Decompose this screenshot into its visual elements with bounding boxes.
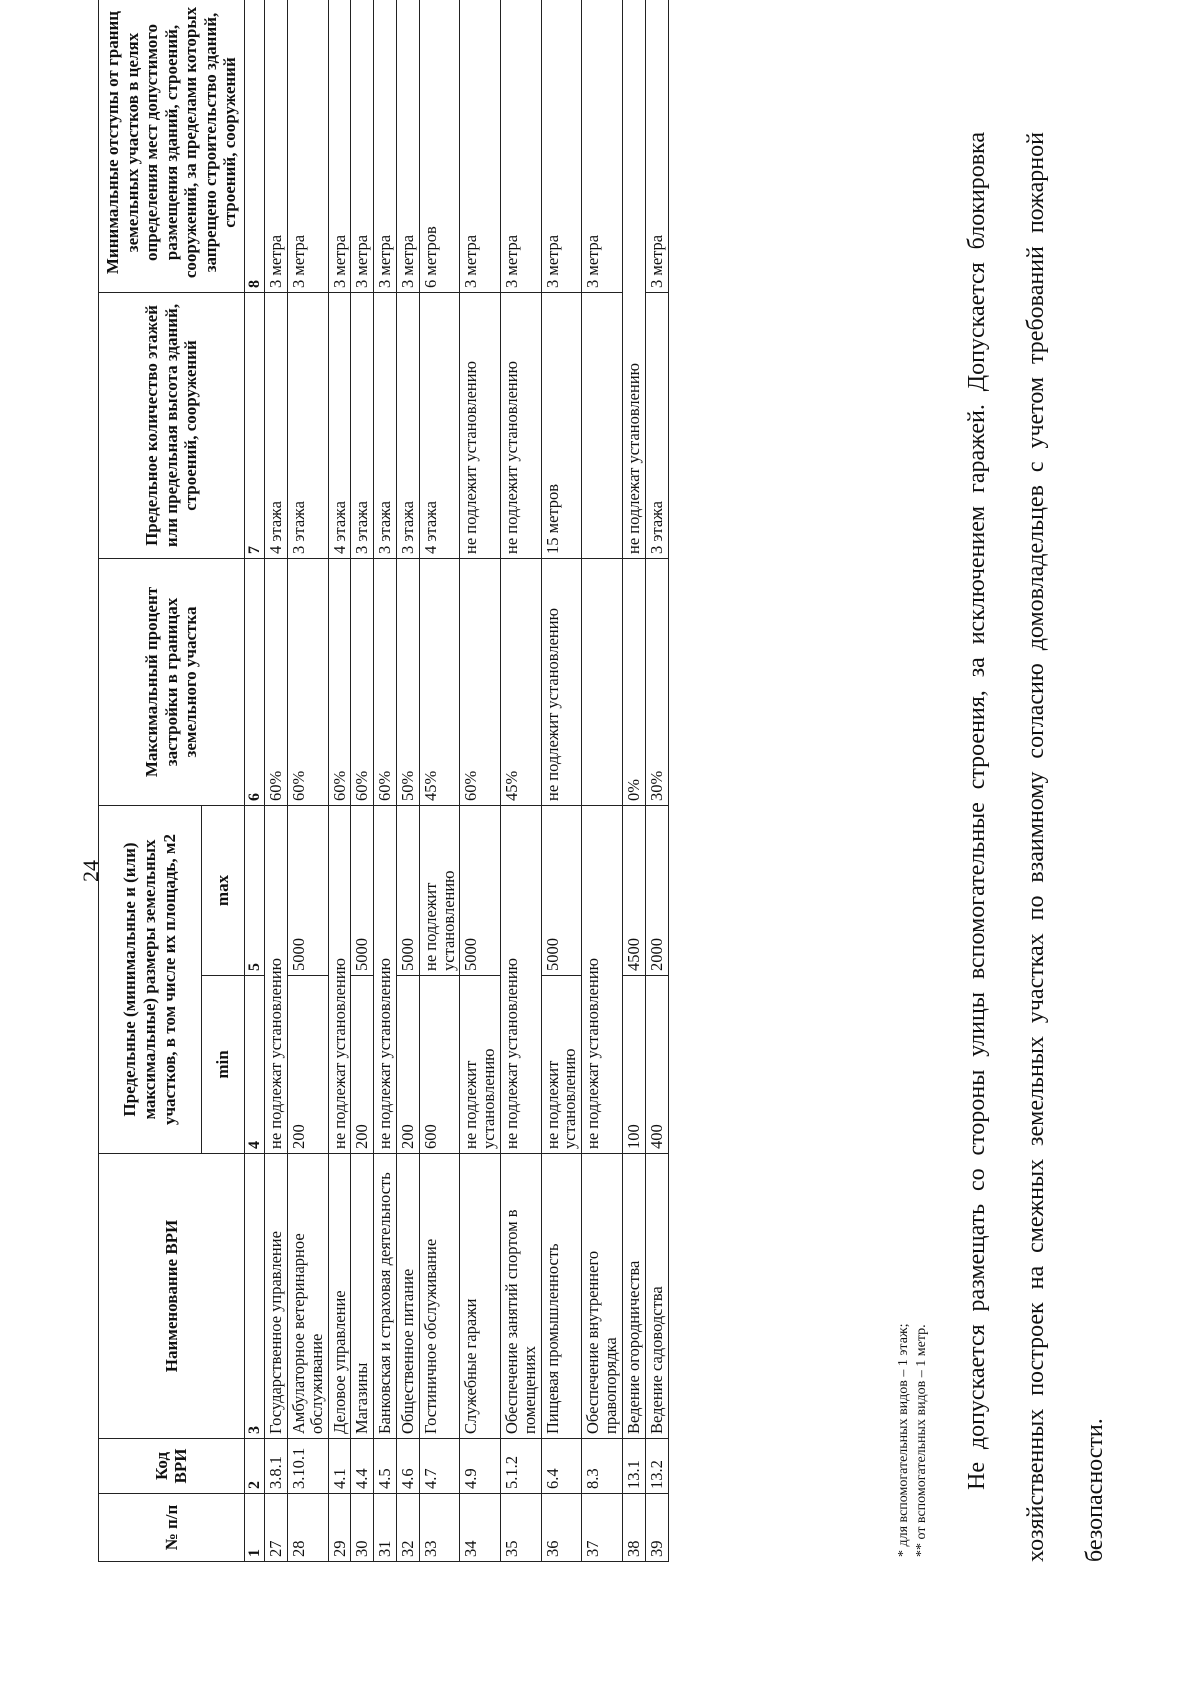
cell-floors: не подлежит установлению — [501, 293, 542, 559]
cell-min: не подлежит установлению — [541, 976, 582, 1154]
header-min: min — [201, 976, 244, 1154]
cell-code: 3.8.1 — [265, 1439, 288, 1494]
cell-num: 30 — [351, 1494, 374, 1562]
cell-floors: 4 этажа — [328, 293, 351, 559]
header-floors: Предельное количество этажей или предельная высота зданий, строений, сооружений — [99, 293, 245, 559]
cell-floors: не подлежит установлению — [460, 293, 501, 559]
cell-code: 4.5 — [374, 1439, 397, 1494]
header-name: Наименование ВРИ — [99, 1154, 245, 1439]
cell-name: Ведение огородничества — [622, 1154, 645, 1439]
cell-name: Ведение садоводства — [645, 1154, 668, 1439]
table-row — [419, 0, 460, 1562]
cell-percent — [582, 559, 623, 806]
cell-code: 13.1 — [622, 1439, 645, 1494]
cell-max: 5000 — [541, 806, 582, 976]
cell-min: 200 — [287, 976, 328, 1154]
cell-max: не подлежит установлению — [419, 806, 460, 976]
cell-floors: 4 этажа — [419, 293, 460, 559]
cell-min: 600 — [419, 976, 460, 1154]
header-size-group: Предельные (минимальные и (или) максимальные) размеры земельных участков, в том числе их площадь, м2 — [99, 806, 202, 1154]
cell-floors — [582, 293, 623, 559]
cell-floors: не подлежат установлению — [622, 0, 645, 559]
cell-code: 4.7 — [419, 1439, 460, 1494]
body-paragraph: Не допускается размещать со стороны улицы вспомогательные строения, за исключением гаражей. Допускается блокировка хозяйственных построек на смежных земельных участках по взаимному согласию домовладельцев с учетом требований пожарной безопасности. — [964, 132, 1108, 1562]
column-number: 6 — [244, 559, 264, 806]
cell-setback: 6 метров — [419, 0, 460, 293]
cell-max: 5000 — [396, 806, 419, 976]
cell-num: 29 — [328, 1494, 351, 1562]
cell-num: 36 — [541, 1494, 582, 1562]
table-row — [541, 0, 582, 1562]
cell-floors: 3 этажа — [351, 293, 374, 559]
cell-num: 37 — [582, 1494, 623, 1562]
cell-min: не подлежат установлению — [582, 806, 623, 1154]
cell-num: 34 — [460, 1494, 501, 1562]
column-numbers-row — [244, 0, 264, 1562]
cell-setback: 3 метра — [351, 0, 374, 293]
footnote: ** от вспомогательных видов – 1 метр. — [913, 1324, 929, 1557]
cell-code: 3.10.1 — [287, 1439, 328, 1494]
cell-percent: 0% — [622, 559, 645, 806]
cell-setback: 3 метра — [374, 0, 397, 293]
cell-setback: 3 метра — [287, 0, 328, 293]
cell-name: Банковская и страховая деятельность — [374, 1154, 397, 1439]
cell-name: Государственное управление — [265, 1154, 288, 1439]
table-row — [328, 0, 351, 1562]
table-row — [622, 0, 645, 1562]
cell-num: 31 — [374, 1494, 397, 1562]
footnotes — [895, 1324, 930, 1557]
cell-name: Обеспечение внутреннего правопорядка — [582, 1154, 623, 1439]
cell-num: 28 — [287, 1494, 328, 1562]
cell-name: Магазины — [351, 1154, 374, 1439]
cell-num: 32 — [396, 1494, 419, 1562]
cell-percent: 45% — [419, 559, 460, 806]
cell-min: не подлежат установлению — [374, 806, 397, 1154]
cell-setback: 3 метра — [645, 0, 668, 293]
cell-floors: 3 этажа — [374, 293, 397, 559]
table-row — [374, 0, 397, 1562]
cell-min: не подлежит установлению — [460, 976, 501, 1154]
cell-setback: 3 метра — [460, 0, 501, 293]
cell-percent: 60% — [287, 559, 328, 806]
cell-max: 5000 — [351, 806, 374, 976]
cell-min: 400 — [645, 976, 668, 1154]
column-number: 1 — [244, 1494, 264, 1562]
table-row — [351, 0, 374, 1562]
cell-max: 2000 — [645, 806, 668, 976]
cell-percent: 60% — [374, 559, 397, 806]
cell-floors: 3 этажа — [396, 293, 419, 559]
cell-max: 5000 — [287, 806, 328, 976]
cell-setback: 3 метра — [396, 0, 419, 293]
cell-floors: 3 этажа — [645, 293, 668, 559]
cell-percent: 60% — [328, 559, 351, 806]
table-row — [501, 0, 542, 1562]
cell-code: 13.2 — [645, 1439, 668, 1494]
cell-num: 27 — [265, 1494, 288, 1562]
cell-percent: 60% — [265, 559, 288, 806]
header-percent: Максимальный процент застройки в границах земельного участка — [99, 559, 245, 806]
table-body — [265, 0, 668, 1562]
cell-code: 4.1 — [328, 1439, 351, 1494]
cell-percent: 50% — [396, 559, 419, 806]
page-number: 24 — [78, 860, 103, 882]
cell-percent: 60% — [351, 559, 374, 806]
cell-floors: 15 метров — [541, 293, 582, 559]
column-number: 3 — [244, 1154, 264, 1439]
cell-setback: 3 метра — [328, 0, 351, 293]
column-number: 2 — [244, 1439, 264, 1494]
cell-code: 6.4 — [541, 1439, 582, 1494]
cell-num: 39 — [645, 1494, 668, 1562]
cell-num: 33 — [419, 1494, 460, 1562]
table-row — [287, 0, 328, 1562]
cell-code: 5.1.2 — [501, 1439, 542, 1494]
cell-name: Гостиничное обслуживание — [419, 1154, 460, 1439]
column-number: 7 — [244, 293, 264, 559]
header-setback: Минимальные отступы от границ земельных участков в целях определения мест допустимого размещения зданий, строений, сооружений, за пределами которых запрещено строительство зданий, строений, сооружений — [99, 0, 245, 293]
cell-code: 8.3 — [582, 1439, 623, 1494]
cell-floors: 3 этажа — [287, 293, 328, 559]
cell-code: 4.4 — [351, 1439, 374, 1494]
table-row — [645, 0, 668, 1562]
cell-code: 4.6 — [396, 1439, 419, 1494]
cell-min: не подлежат установлению — [265, 806, 288, 1154]
cell-min: 100 — [622, 976, 645, 1154]
cell-setback: 3 метра — [541, 0, 582, 293]
cell-name: Обеспечение занятий спортом в помещениях — [501, 1154, 542, 1439]
header-code: Код ВРИ — [99, 1439, 245, 1494]
header-num: № п/п — [99, 1494, 245, 1562]
cell-floors: 4 этажа — [265, 293, 288, 559]
cell-max: 5000 — [460, 806, 501, 976]
cell-name: Общественное питание — [396, 1154, 419, 1439]
cell-percent: не подлежит установлению — [541, 559, 582, 806]
cell-min: 200 — [396, 976, 419, 1154]
cell-num: 38 — [622, 1494, 645, 1562]
column-number: 5 — [244, 806, 264, 976]
cell-min: не подлежат установлению — [501, 806, 542, 1154]
cell-setback: 3 метра — [501, 0, 542, 293]
cell-min: не подлежат установлению — [328, 806, 351, 1154]
table-row — [460, 0, 501, 1562]
cell-name: Амбулаторное ветеринарное обслуживание — [287, 1154, 328, 1439]
cell-code: 4.9 — [460, 1439, 501, 1494]
cell-min: 200 — [351, 976, 374, 1154]
cell-max: 4500 — [622, 806, 645, 976]
cell-percent: 30% — [645, 559, 668, 806]
header-max: max — [201, 806, 244, 976]
cell-name: Служебные гаражи — [460, 1154, 501, 1439]
cell-num: 35 — [501, 1494, 542, 1562]
cell-setback: 3 метра — [582, 0, 623, 293]
column-number: 4 — [244, 976, 264, 1154]
cell-name: Пищевая промышленность — [541, 1154, 582, 1439]
footnote: * для вспомогательных видов – 1 этаж; — [896, 1323, 911, 1557]
table-row — [396, 0, 419, 1562]
cell-percent: 60% — [460, 559, 501, 806]
cell-name: Деловое управление — [328, 1154, 351, 1439]
cell-percent: 45% — [501, 559, 542, 806]
table-row — [265, 0, 288, 1562]
land-use-table — [98, 0, 669, 1562]
table-header-row — [99, 0, 202, 1562]
column-number: 8 — [244, 0, 264, 293]
table-row — [582, 0, 623, 1562]
cell-setback: 3 метра — [265, 0, 288, 293]
